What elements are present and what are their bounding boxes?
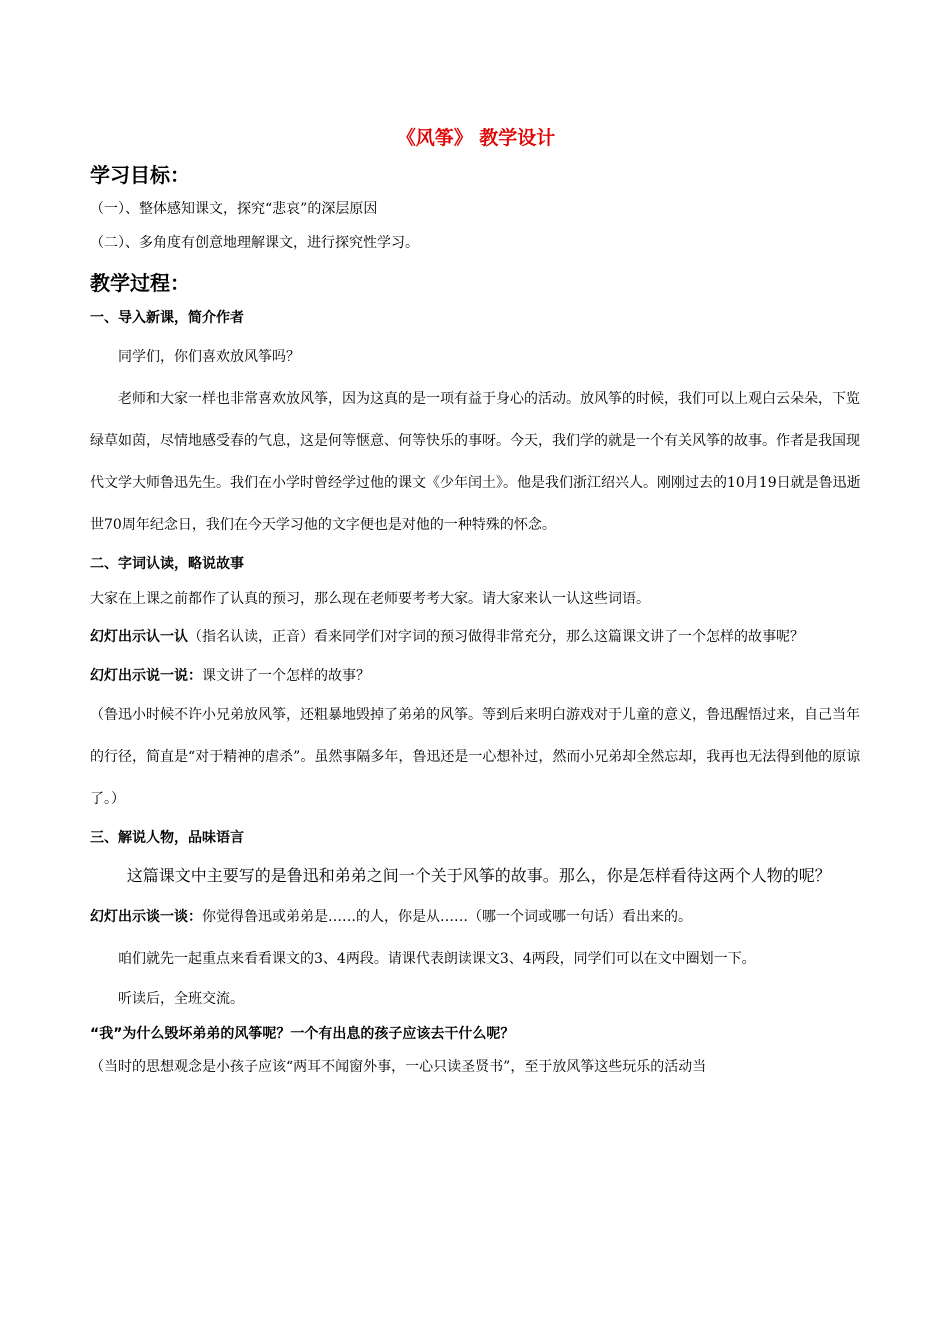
part2-paragraph-2 bbox=[90, 616, 862, 658]
slide-prompt-label: 幻灯出示谈一谈： bbox=[90, 909, 202, 925]
part3-heading: 三、解说人物，品味语言 bbox=[90, 830, 244, 846]
part2-paragraph-2-text: （指名认读，正音）看来同学们对字词的预习做得非常充分，那么这篇课文讲了一个怎样的故事呢？ bbox=[188, 629, 804, 645]
part1-heading: 一、导入新课，简介作者 bbox=[90, 310, 244, 326]
part2-paragraph-3-text: 课文讲了一个怎样的故事？ bbox=[202, 668, 370, 684]
objective-item-1: （一）、整体感知课文，探究“悲哀”的深层原因 bbox=[90, 201, 378, 217]
part3-paragraph-6: （当时的思想观念是小孩子应该“两耳不闻窗外事，一心只读圣贤书”，至于放风筝这些玩乐的活动当 bbox=[90, 1059, 707, 1075]
part3-paragraph-3: 咱们就先一起重点来看看课文的3、4两段。请课代表朗读课文3、4两段，同学们可以在文中圈划一下。 bbox=[118, 951, 756, 967]
part2-paragraph-4: （鲁迅小时候不许小兄弟放风筝，还粗暴地毁掉了弟弟的风筝。等到后来明白游戏对于儿童的意义，鲁迅醒悟过来，自己当年的行径，简直是“对于精神的虐杀”。虽然事隔多年，鲁迅还是一心想补过，然而小兄弟却全然忘却，我再也无法得到他的原谅了。） bbox=[90, 707, 861, 807]
part3-paragraph-2 bbox=[90, 896, 862, 938]
slide-prompt-label: 幻灯出示说一说： bbox=[90, 668, 202, 684]
part3-question: “我”为什么毁坏弟弟的风筝呢？一个有出息的孩子应该去干什么呢？ bbox=[90, 1026, 515, 1042]
objective-item-2: （二）、多角度有创意地理解课文，进行探究性学习。 bbox=[90, 235, 419, 251]
part1-paragraph-1: 同学们，你们喜欢放风筝吗？ bbox=[118, 349, 300, 365]
part1-paragraph-2: 老师和大家一样也非常喜欢放风筝，因为这真的是一项有益于身心的活动。放风筝的时候，我们可以上观白云朵朵，下览绿草如茵，尽情地感受春的气息，这是何等惬意、何等快乐的事呀。今天，我们学的就是一个有关风筝的故事。作者是我国现代文学大师鲁迅先生。我们在小学时曾经学过他的课文《少年闰土》。他是我们浙江绍兴人。刚刚过去的10月19日就是鲁迅逝世70周年纪念日，我们在今天学习他的文字便也是对他的一种特殊的怀念。 bbox=[90, 391, 861, 533]
part3-paragraph-2-text: 你觉得鲁迅或弟弟是……的人，你是从……（哪一个词或哪一句话）看出来的。 bbox=[202, 909, 692, 925]
slide-prompt-label: 幻灯出示认一认 bbox=[90, 629, 188, 645]
part2-paragraph-3 bbox=[90, 658, 862, 694]
process-heading: 教学过程： bbox=[90, 271, 190, 295]
objectives-heading: 学习目标： bbox=[90, 163, 190, 187]
document-body bbox=[90, 118, 862, 1084]
document-title: 《风筝》 教学设计 bbox=[396, 127, 556, 149]
part2-paragraph-1: 大家在上课之前都作了认真的预习，那么现在老师要考考大家。请大家来认一认这些词语。 bbox=[90, 591, 650, 607]
part2-heading: 二、字词认读，略说故事 bbox=[90, 556, 244, 572]
part3-paragraph-1: 这篇课文中主要写的是鲁迅和弟弟之间一个关于风筝的故事。那么，你是怎样看待这两个人物的呢？ bbox=[126, 866, 831, 885]
part3-paragraph-4: 听读后，全班交流。 bbox=[118, 991, 244, 1007]
